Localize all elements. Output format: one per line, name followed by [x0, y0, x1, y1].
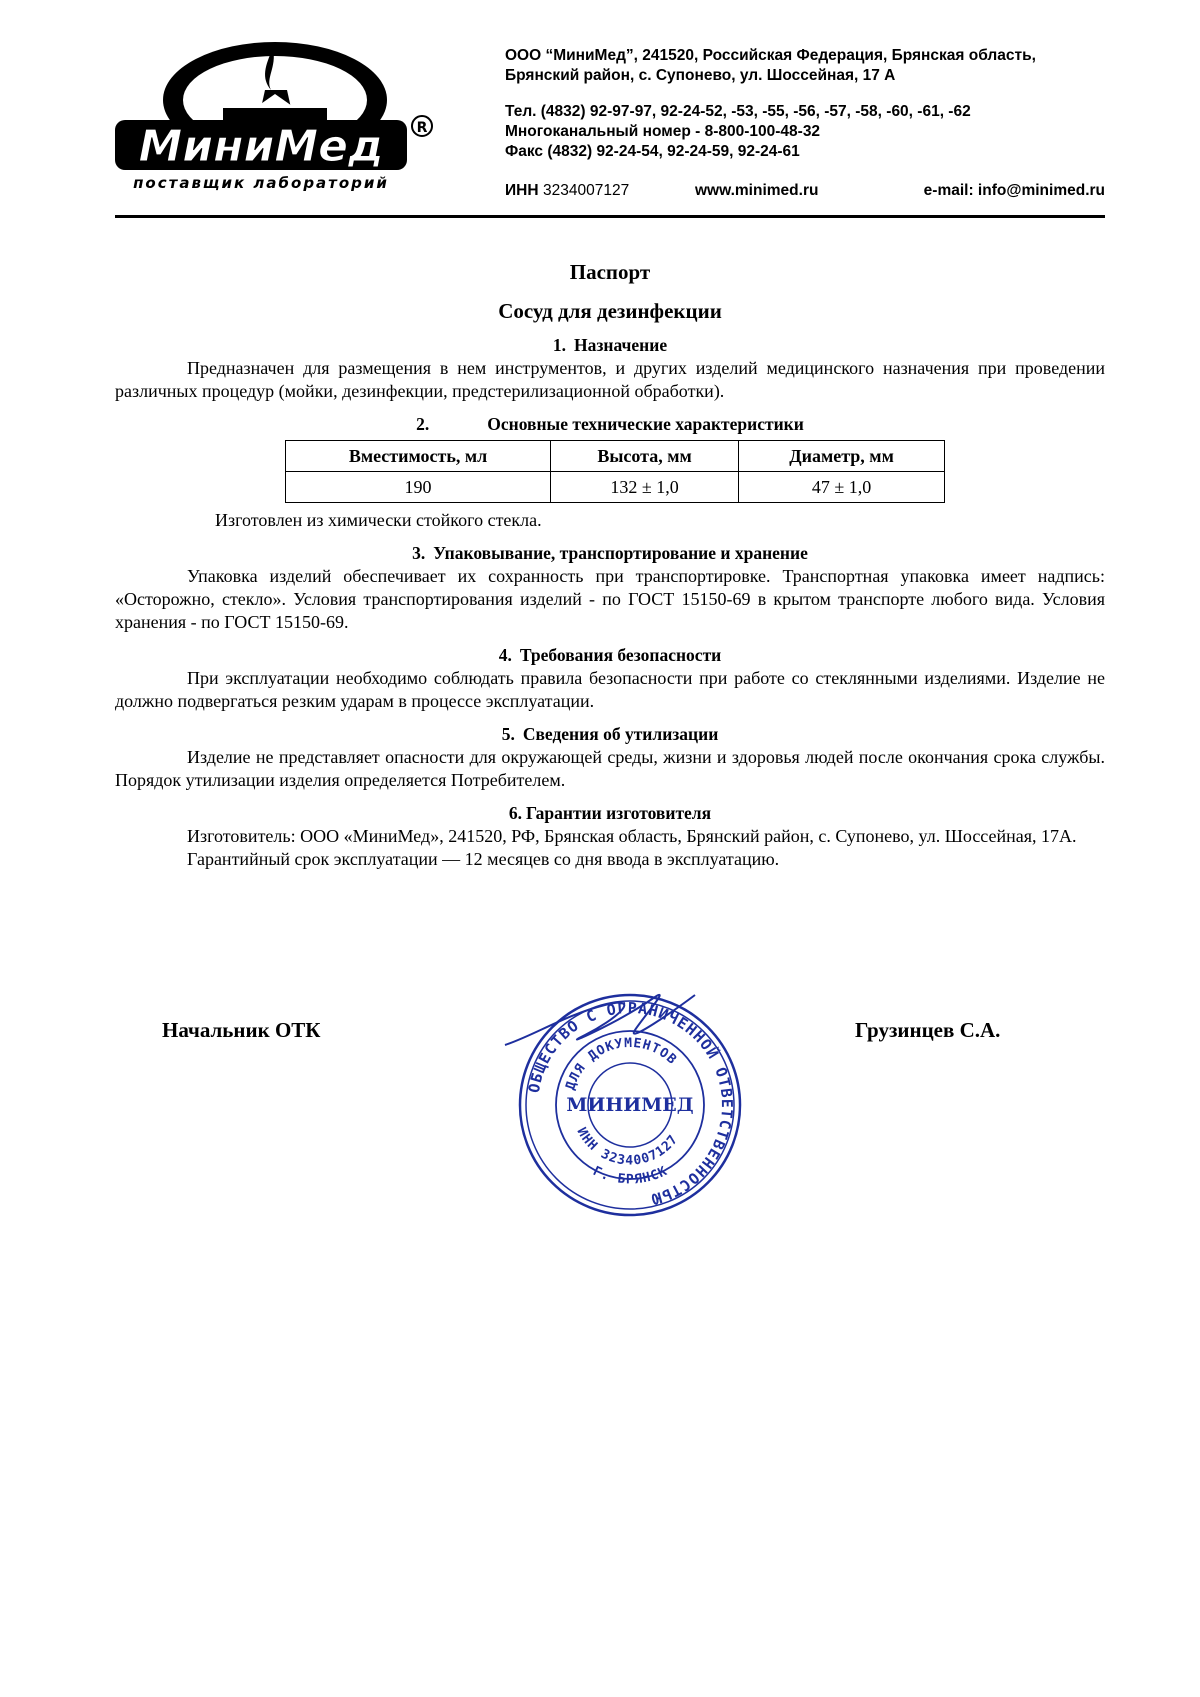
- section-heading-specs: 2. Основные технические характеристики: [416, 414, 804, 434]
- table-cell-height: 132 ± 1,0: [551, 472, 739, 503]
- logo-tagline: поставщик лабораторий: [133, 174, 389, 192]
- email-link[interactable]: e-mail: info@minimed.ru: [923, 182, 1105, 199]
- table-header-row: [286, 441, 945, 472]
- seal-inner-text: ДЛЯ ДОКУМЕНТОВ: [563, 1035, 680, 1092]
- website-link[interactable]: www.minimed.ru: [695, 182, 819, 199]
- company-ids-row: [505, 182, 1105, 202]
- logo-graphic: [115, 38, 445, 208]
- section-text-warranty-period: Гарантийный срок эксплуатации — 12 месяцев со дня ввода в эксплуатацию.: [187, 849, 780, 869]
- section-heading-purpose: 1. Назначение: [552, 335, 668, 355]
- document-title: Паспорт: [569, 260, 651, 284]
- signature-name: Грузинцев С.А.: [855, 1018, 1001, 1042]
- section-text-packaging: Упаковка изделий обеспечивает их сохранность при транспортировке. Транспортная упаковка имеет надпись: «Осторожно, стекло». Условия транспортирования изделий - по ГОСТ 15150-69 в крытом транспорте любого вида. Условия хранения - по ГОСТ 15150-69.: [115, 566, 1105, 632]
- company-address-line2: Брянский район, с. Супонево, ул. Шоссейная, 17 А: [505, 67, 896, 84]
- header-divider: [115, 215, 1105, 218]
- company-fax: Факс (4832) 92-24-54, 92-24-59, 92-24-61: [505, 143, 800, 160]
- seal-center-text: МИНИМЕД: [566, 1094, 694, 1116]
- seal-outer-text: ОБЩЕСТВО С ОГРАНИЧЕННОЙ ОТВЕТСТВЕННОСТЬЮ: [524, 998, 737, 1209]
- logo-wordmark: МиниМед: [138, 121, 384, 172]
- section-text-manufacturer: Изготовитель: ООО «МиниМед», 241520, РФ, Брянская область, Брянский район, с. Супонево, ул. Шоссейная, 17А.: [187, 826, 1077, 846]
- letterhead: [115, 38, 1105, 218]
- company-address-line1: ООО “МиниМед”, 241520, Российская Федерация, Брянская область,: [505, 47, 1036, 64]
- inn-label: ИНН: [505, 182, 539, 199]
- table-cell-capacity: 190: [286, 472, 551, 503]
- table-row: [286, 472, 945, 503]
- seal-graphic: [495, 975, 765, 1235]
- inn-value: 3234007127: [543, 182, 630, 199]
- section-heading-safety: 4. Требования безопасности: [498, 645, 722, 665]
- table-header-capacity: Вместимость, мл: [286, 441, 551, 472]
- company-contacts: [505, 46, 1105, 162]
- section-text-purpose: Предназначен для размещения в нем инструментов, и других изделий медицинского назначения при проведении различных процедур (мойки, дезинфекции, предстерилизационной обработки).: [115, 358, 1105, 401]
- seal-inn-text: ИНН 3234007127: [573, 1125, 682, 1169]
- section-heading-disposal: 5. Сведения об утилизации: [501, 724, 719, 744]
- signature-position: Начальник ОТК: [162, 1018, 321, 1042]
- section-text-material: Изготовлен из химически стойкого стекла.: [215, 510, 542, 530]
- table-header-height: Высота, мм: [551, 441, 739, 472]
- company-logo: [115, 38, 445, 208]
- table-header-diameter: Диаметр, мм: [739, 441, 945, 472]
- document-subtitle: Сосуд для дезинфекции: [498, 299, 722, 323]
- company-multichannel: Многоканальный номер - 8-800-100-48-32: [505, 123, 821, 140]
- passport-document: [115, 258, 1105, 871]
- section-heading-packaging: 3. Упаковывание, транспортирование и хранение: [412, 543, 808, 563]
- table-cell-diameter: 47 ± 1,0: [739, 472, 945, 503]
- seal-city-text: Г. БРЯНСК: [590, 1163, 671, 1188]
- company-phone: Тел. (4832) 92-97-97, 92-24-52, -53, -55, -56, -57, -58, -60, -61, -62: [505, 103, 971, 120]
- section-text-disposal: Изделие не представляет опасности для окружающей среды, жизни и здоровья людей после окончания срока службы. Порядок утилизации изделия определяется Потребителем.: [115, 747, 1105, 790]
- registered-mark-icon: R: [416, 120, 428, 136]
- section-heading-warranty: 6. Гарантии изготовителя: [508, 803, 712, 823]
- company-seal: [495, 975, 765, 1235]
- section-text-safety: При эксплуатации необходимо соблюдать правила безопасности при работе со стеклянными изделиями. Изделие не должно подвергаться резким ударам в процессе эксплуатации.: [115, 668, 1105, 711]
- specs-table: [285, 440, 945, 503]
